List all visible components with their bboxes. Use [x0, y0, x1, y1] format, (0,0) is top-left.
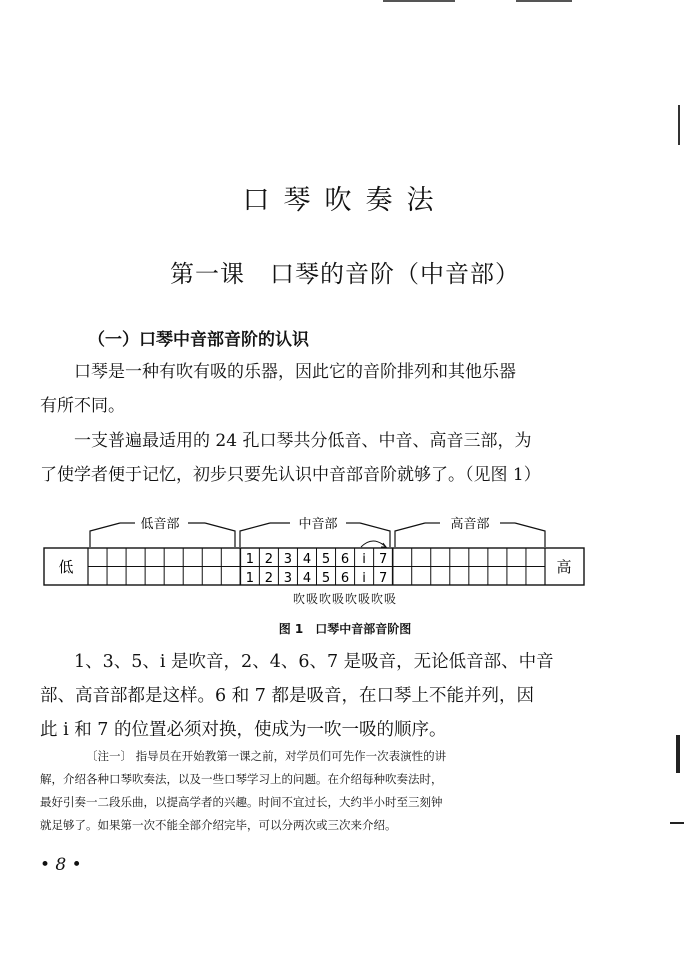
footnote-line-3: 最好引奏一二段乐曲，以提高学者的兴趣。时间不宜过长，大约半小时至三刻钟 [40, 795, 443, 809]
paragraph-2-line-2: 了使学者便于记忆，初步只要先认识中音部音阶就够了。（见图 1） [40, 465, 541, 485]
paragraph-3-line-2: 部、高音部都是这样。6 和 7 都是吸音，在口琴上不能并列，因 [40, 686, 534, 706]
harmonica-diagram [0, 505, 690, 595]
footnote-line-4: 就足够了。如果第一次不能全部介绍完毕，可以分两次或三次来介绍。 [40, 818, 397, 832]
footnote-line-2: 解，介绍各种口琴吹奏法，以及一些口琴学习上的问题。在介绍每种吹奏法时， [40, 772, 443, 786]
top-hole-note: 2 [264, 552, 274, 567]
paragraph-1-line-1: 口琴是一种有吹有吸的乐器，因此它的音阶排列和其他乐器 [74, 362, 516, 382]
high-bracket-right [515, 523, 545, 547]
breath-pattern: 吹吸吹吸吹吸吹吸 [292, 592, 397, 606]
paragraph-3-line-3: 此 i 和 7 的位置必须对换，使成为一吹一吸的顺序。 [40, 720, 447, 740]
page-title: 口琴吹奏法 [242, 185, 448, 216]
bottom-hole-note: 2 [264, 571, 274, 586]
scan-edge-mark [676, 735, 680, 773]
top-hole-note: 7 [379, 552, 388, 567]
footnote [40, 745, 640, 837]
bottom-hole-note: 3 [283, 571, 293, 586]
mid-bracket-right [360, 523, 390, 547]
scan-edge-mark [678, 105, 680, 145]
top-hole-note: 5 [321, 552, 331, 567]
high-end-label: 高 [556, 558, 572, 576]
low-section-label: 低音部 [140, 517, 180, 532]
scan-edge-line [516, 0, 572, 2]
bottom-hole-note: 6 [340, 571, 350, 586]
bottom-hole-note: 5 [321, 571, 331, 586]
paragraph-1 [40, 355, 640, 423]
bottom-hole-note: 1 [245, 571, 254, 586]
scan-edge-mark [670, 822, 684, 824]
lesson-title: 第一课 口琴的音阶（中音部） [170, 260, 520, 288]
low-bracket-left [90, 523, 120, 547]
top-hole-note: 3 [283, 552, 293, 567]
top-hole-note: i [362, 552, 366, 567]
swap-arrow [361, 541, 386, 547]
low-end-label: 低 [58, 558, 74, 576]
low-bracket-right [205, 523, 235, 547]
mid-bracket-left [240, 523, 270, 547]
figure-caption: 图 1 口琴中音部音阶图 [278, 622, 412, 636]
top-hole-note: 6 [340, 552, 350, 567]
section-heading: （一）口琴中音部音阶的认识 [88, 330, 309, 350]
bottom-hole-note: 7 [379, 571, 388, 586]
high-bracket-left [395, 523, 425, 547]
high-section-label: 高音部 [450, 517, 490, 532]
paragraph-3 [40, 645, 640, 747]
paragraph-1-line-2: 有所不同。 [40, 396, 125, 416]
bottom-hole-note: i [362, 571, 366, 586]
scan-edge-line [383, 0, 455, 2]
paragraph-3-line-1: 1、3、5、i 是吹音，2、4、6、7 是吸音，无论低音部、中音 [74, 652, 554, 672]
paragraph-2-line-1: 一支普遍最适用的 24 孔口琴共分低音、中音、高音三部，为 [74, 431, 532, 451]
top-hole-note: 4 [302, 552, 312, 567]
paragraph-2 [40, 424, 640, 492]
page-number: • 8 • [40, 855, 82, 875]
footnote-line-1: 〔注一〕 指导员在开始教第一课之前，对学员们可先作一次表演性的讲 [86, 749, 447, 763]
mid-section-label: 中音部 [298, 517, 338, 532]
bottom-hole-note: 4 [302, 571, 312, 586]
top-hole-note: 1 [245, 552, 254, 567]
